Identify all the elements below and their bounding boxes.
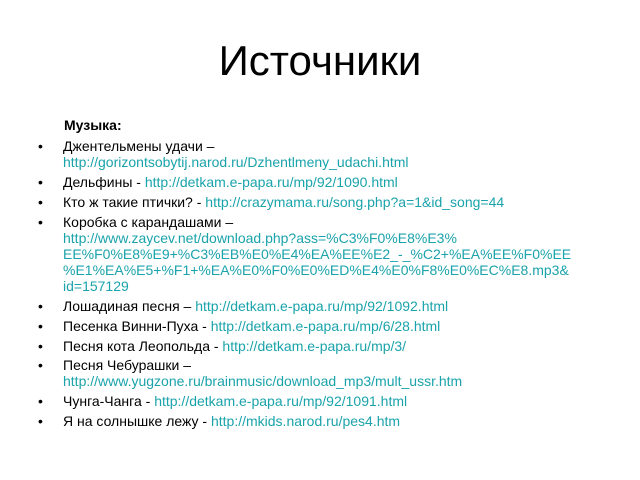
source-link[interactable]: http://mkids.narod.ru/pes4.htm xyxy=(210,413,401,429)
source-link[interactable]: http://detkam.e-papa.ru/mp/3/ xyxy=(222,338,407,354)
song-title: Песня Чебурашки – xyxy=(63,357,191,373)
source-link-line[interactable]: http://www.zaycev.net/download.php?ass=%C3%F0%E8%E3% xyxy=(63,230,457,246)
song-title: Коробка с карандашами – xyxy=(63,214,234,230)
slide-title: Источники xyxy=(218,37,422,84)
bullet-icon: • xyxy=(38,338,43,354)
bullet-icon: • xyxy=(38,138,43,154)
source-link-line[interactable]: EE%F0%E8%E9+%C3%EB%E0%E4%EA%EE%E2_-_%C2+%EA%EE%F0%EE xyxy=(63,246,572,262)
source-link[interactable]: http://detkam.e-papa.ru/mp/92/1092.html xyxy=(195,298,449,314)
source-link[interactable]: http://detkam.e-papa.ru/mp/92/1091.html xyxy=(154,393,408,409)
source-link[interactable]: http://crazymama.ru/song.php?a=1&id_song=44 xyxy=(205,194,505,210)
bullet-icon: • xyxy=(38,393,43,409)
bullet-icon: • xyxy=(38,214,43,230)
song-title: Я на солнышке лежу - xyxy=(63,413,211,429)
song-title: Кто ж такие птички? - xyxy=(63,194,206,210)
source-link[interactable]: http://detkam.e-papa.ru/mp/92/1090.html xyxy=(144,174,398,190)
bullet-icon: • xyxy=(38,413,43,429)
song-title: Чунга-Чанга - xyxy=(63,393,155,409)
source-link[interactable]: http://gorizontsobytij.narod.ru/Dzhentlmeny_udachi.html xyxy=(63,154,409,170)
bullet-icon: • xyxy=(38,298,43,314)
source-link-line[interactable]: %E1%EA%E5+%F1+%EA%E0%F0%E0%ED%E4%E0%F8%E0%EC%E8.mp3& xyxy=(63,262,569,278)
song-title: Лошадиная песня – xyxy=(63,298,196,314)
source-link-line[interactable]: id=157129 xyxy=(63,278,129,294)
source-link[interactable]: http://detkam.e-papa.ru/mp/6/28.html xyxy=(210,318,441,334)
source-link[interactable]: http://www.yugzone.ru/brainmusic/download_mp3/mult_ussr.htm xyxy=(63,373,463,389)
bullet-icon: • xyxy=(38,194,43,210)
bullet-icon: • xyxy=(38,174,43,190)
bullet-icon: • xyxy=(38,357,43,373)
song-title: Дельфины - xyxy=(63,174,145,190)
music-section-heading: Музыка: xyxy=(64,117,122,133)
song-title: Песенка Винни-Пуха - xyxy=(63,318,211,334)
song-title: Джентельмены удачи – xyxy=(63,138,215,154)
bullet-icon: • xyxy=(38,318,43,334)
song-title: Песня кота Леопольда - xyxy=(63,338,223,354)
